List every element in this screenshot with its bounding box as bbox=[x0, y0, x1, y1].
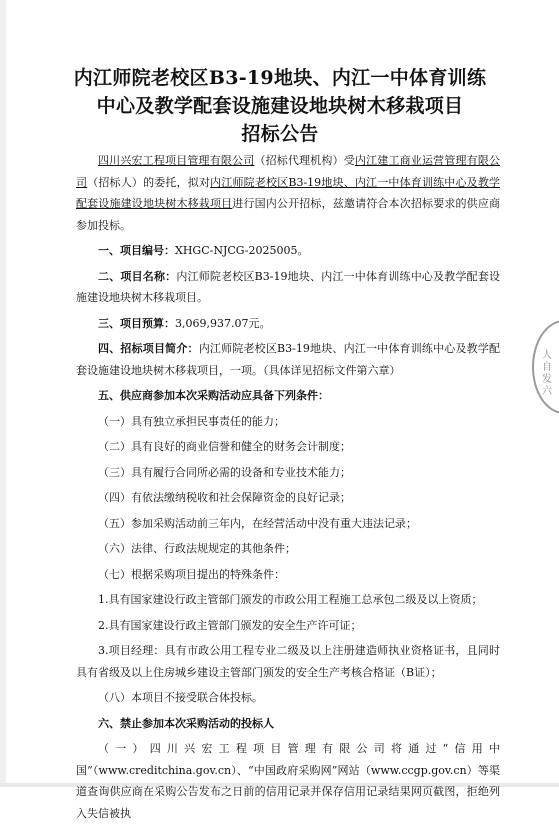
intro-text-2: （招标人）的委托，拟对 bbox=[87, 175, 211, 189]
seal-stamp bbox=[532, 320, 559, 414]
intro-paragraph bbox=[76, 150, 500, 236]
special-condition: 2.具有国家建设行政主管部门颁发的安全生产许可证； bbox=[98, 618, 362, 632]
section-project-summary bbox=[76, 338, 500, 381]
section-project-budget bbox=[76, 313, 500, 335]
seal-text: 人自发六 bbox=[542, 350, 552, 397]
scan-edge-left bbox=[0, 0, 6, 787]
condition-item: （一）具有独立承担民事责任的能力； bbox=[98, 414, 285, 428]
section-project-number bbox=[76, 240, 500, 262]
section-project-name bbox=[76, 266, 500, 309]
condition-item: （七）根据采购项目提出的特殊条件： bbox=[98, 567, 285, 581]
intro-text-1: （招标代理机构）受 bbox=[254, 154, 355, 167]
condition-item: （二）具有良好的商业信誉和健全的财务会计制度； bbox=[98, 440, 351, 453]
section-label: 二、项目名称： bbox=[98, 269, 177, 283]
title-line-1: 内江师院老校区B3-19地块、内江一中体育训练 bbox=[73, 67, 487, 89]
project-budget-value: 3,069,937.07元。 bbox=[175, 316, 271, 330]
section-supplier-conditions: 五、供应商参加本次采购活动应具备下列条件： bbox=[98, 389, 329, 402]
section-label: 三、项目预算： bbox=[98, 316, 175, 330]
section-prohibited-bidders: 六、禁止参加本次采购活动的投标人 bbox=[98, 716, 274, 730]
condition-item: （八）本项目不接受联合体投标。 bbox=[98, 691, 263, 704]
special-condition: 1.具有国家建设行政主管部门颁发的市政公用工程施工总承包二级及以上资质； bbox=[98, 593, 483, 606]
condition-item: （六）法律、行政法规规定的其他条件； bbox=[98, 542, 296, 555]
condition-item: （三）具有履行合同所必需的设备和专业技术能力； bbox=[98, 465, 351, 479]
title-line-3: 招标公告 bbox=[241, 123, 319, 145]
condition-item: （四）有依法缴纳税收和社会保障资金的良好记录； bbox=[98, 491, 351, 504]
project-number-value: XHGC-NJCG-2025005。 bbox=[175, 244, 309, 257]
tenderer-name: 内江建工商业运营管理有限公司 bbox=[76, 154, 501, 189]
title-line-2: 中心及教学配套设施建设地块树木移栽项目 bbox=[96, 95, 464, 117]
agent-name: 四川兴宏工程项目管理有限公司 bbox=[98, 154, 255, 167]
project-name-link: 内江师院老校区B3-19地块、内江一中体育训练中心及教学配套设施建设地块树木移栽项目 bbox=[76, 175, 501, 210]
project-summary-value: 内江师院老校区B3-19地块、内江一中体育训练中心及教学配套设施建设地块树木移栽项目，一项。（具体详见招标文件第六章） bbox=[76, 342, 501, 377]
prohibited-paragraph: （一）四川兴宏工程项目管理有限公司将通过“信用中国”（www.creditchina.gov.cn）、“中国政府采购网”网站（www.ccgp.gov.cn）等渠道查询供应商在采购公告发布之日前的信用记录并保存信用记录结果网页截图，拒绝列入失信被执 bbox=[76, 742, 500, 820]
condition-item: （五）参加采购活动前三年内，在经营活动中没有重大违法记录； bbox=[98, 516, 417, 530]
section-label: 四、招标项目简介： bbox=[98, 342, 199, 355]
section-label: 一、项目编号： bbox=[98, 244, 175, 257]
special-condition: 3.项目经理：具有市政公用工程专业二级及以上注册建造师执业资格证书，且同时具有省级及以上住房城乡建设主管部门颁发的安全生产考核合格证（B证）； bbox=[76, 644, 500, 679]
intro-text-3: 进行国内公开招标，兹邀请符合本次招标要求的供应商参加投标。 bbox=[76, 197, 501, 232]
announcement-title bbox=[60, 64, 500, 148]
project-name-value: 内江师院老校区B3-19地块、内江一中体育训练中心及教学配套设施建设地块树木移栽项目。 bbox=[76, 269, 501, 304]
announcement-body bbox=[76, 150, 500, 824]
